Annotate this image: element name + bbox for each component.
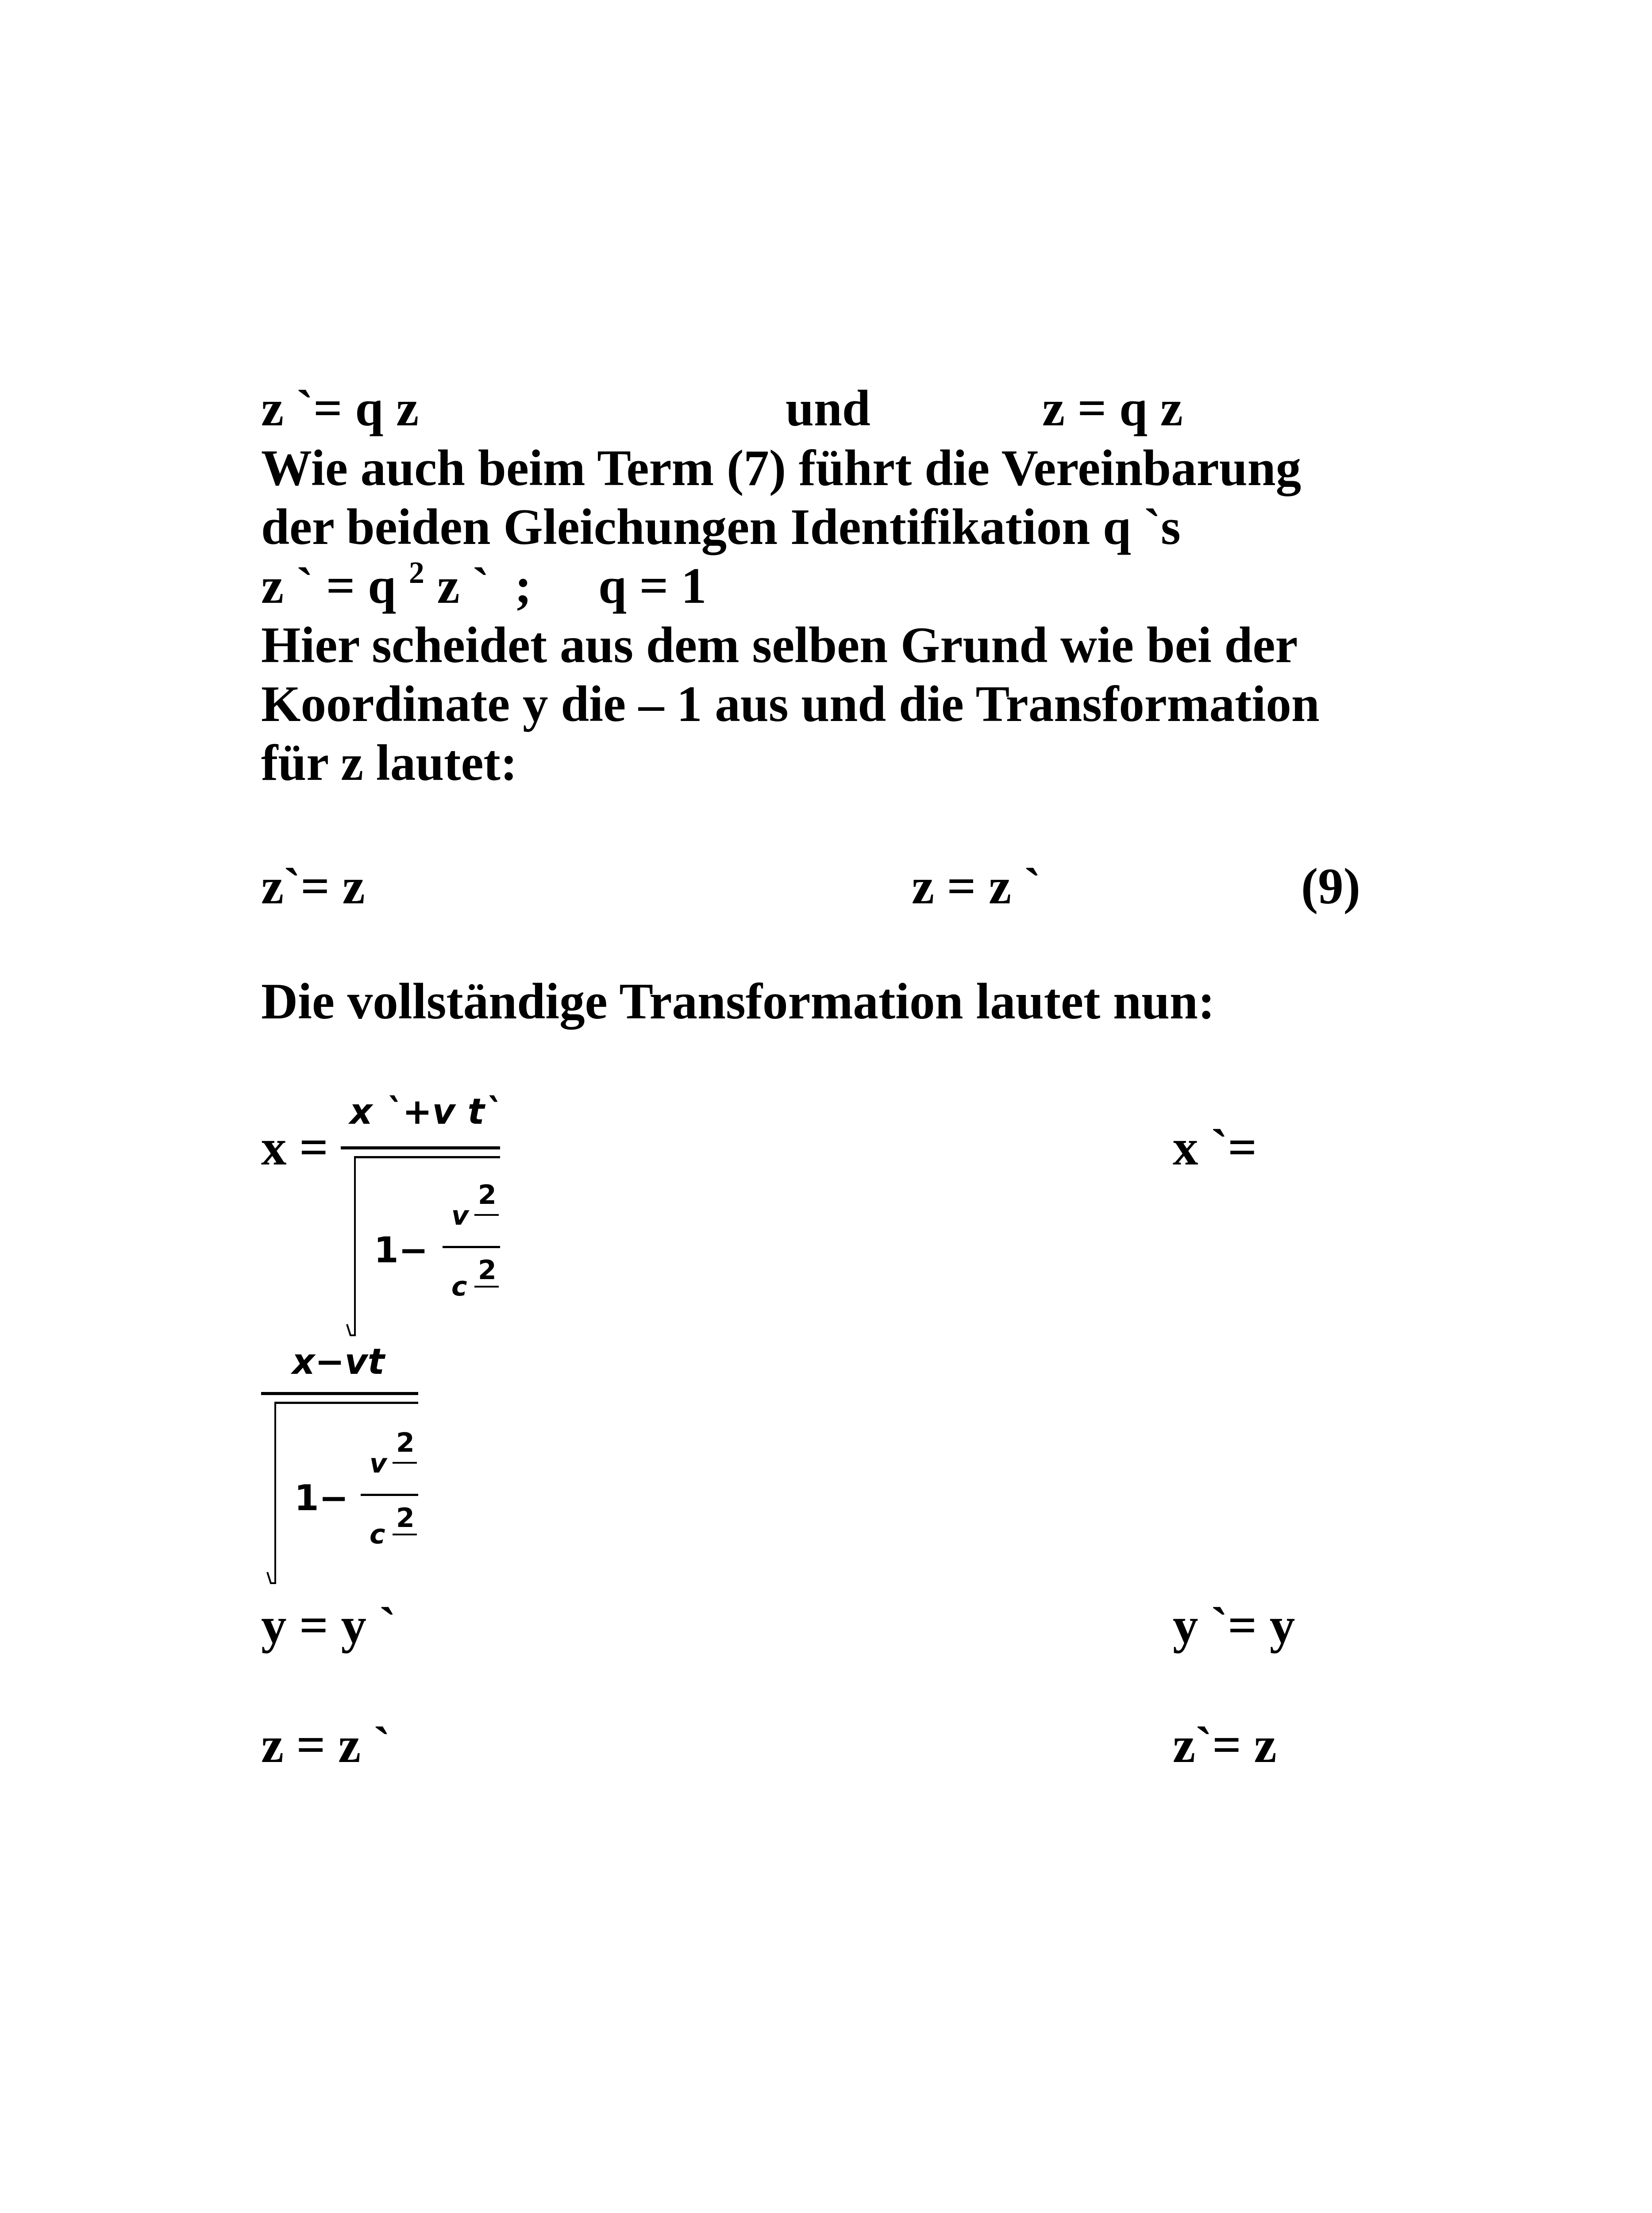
exponent-bar [474,1214,499,1216]
text-line: Koordinate y die – 1 aus und die Transformation [261,676,1320,732]
c-exponent: 2 [478,1255,497,1286]
xp-numerator: x−vt [292,1341,385,1382]
radical-overline [354,1156,500,1158]
eq-part: z ` = q [261,558,397,614]
eq-q-equals-1: q = 1 [598,558,707,614]
inner-fraction-bar [443,1246,500,1248]
inner-fraction-bar [361,1494,418,1496]
x-numerator: x `+v t` [350,1091,502,1132]
radical-overline [274,1402,418,1404]
eq-z-prime: z `= q z [261,380,419,436]
c-symbol: c [451,1271,467,1302]
text-line: Hier scheidet aus dem selben Grund wie bei der [261,617,1298,673]
superscript: 2 [408,556,424,590]
c-symbol: c [370,1519,385,1550]
heading-transformation: Die vollständige Transformation lautet nun: [261,973,1215,1029]
one-minus: 1− [294,1477,349,1519]
text-line: für z lautet: [261,735,518,791]
eq-z-q2 [261,556,532,614]
c-exponent: 2 [396,1503,415,1534]
eq-z-right: z`= z [1173,1717,1277,1773]
eq-y-left: y = y ` [261,1597,397,1654]
eq-z-left: z = z ` [261,1717,391,1773]
word-und: und [786,380,870,436]
eq9-left: z`= z [261,858,365,914]
eq-y-right: y `= y [1173,1597,1295,1654]
exponent-bar [393,1462,417,1464]
x-lhs: x = [261,1119,328,1176]
eq-part: z ` ; [437,558,532,614]
eq-z: z = q z [1042,380,1183,436]
text-line: Wie auch beim Term (7) führt die Vereinbarung [261,440,1302,496]
v-exponent: 2 [396,1427,415,1458]
x-prime-lhs: x `= [1173,1119,1257,1176]
v-symbol: v [451,1200,469,1231]
eq9-number: (9) [1301,858,1361,914]
fraction-bar [341,1146,500,1149]
eq9-right: z = z ` [912,858,1041,914]
text-line: der beiden Gleichungen Identifikation q `s [261,499,1181,555]
exponent-bar [393,1534,417,1535]
fraction-bar [261,1392,418,1395]
v-symbol: v [370,1448,387,1479]
radical-icon [261,1402,281,1588]
one-minus: 1− [374,1230,428,1271]
exponent-bar [474,1286,499,1288]
radical-icon [341,1156,361,1342]
v-exponent: 2 [478,1180,497,1211]
